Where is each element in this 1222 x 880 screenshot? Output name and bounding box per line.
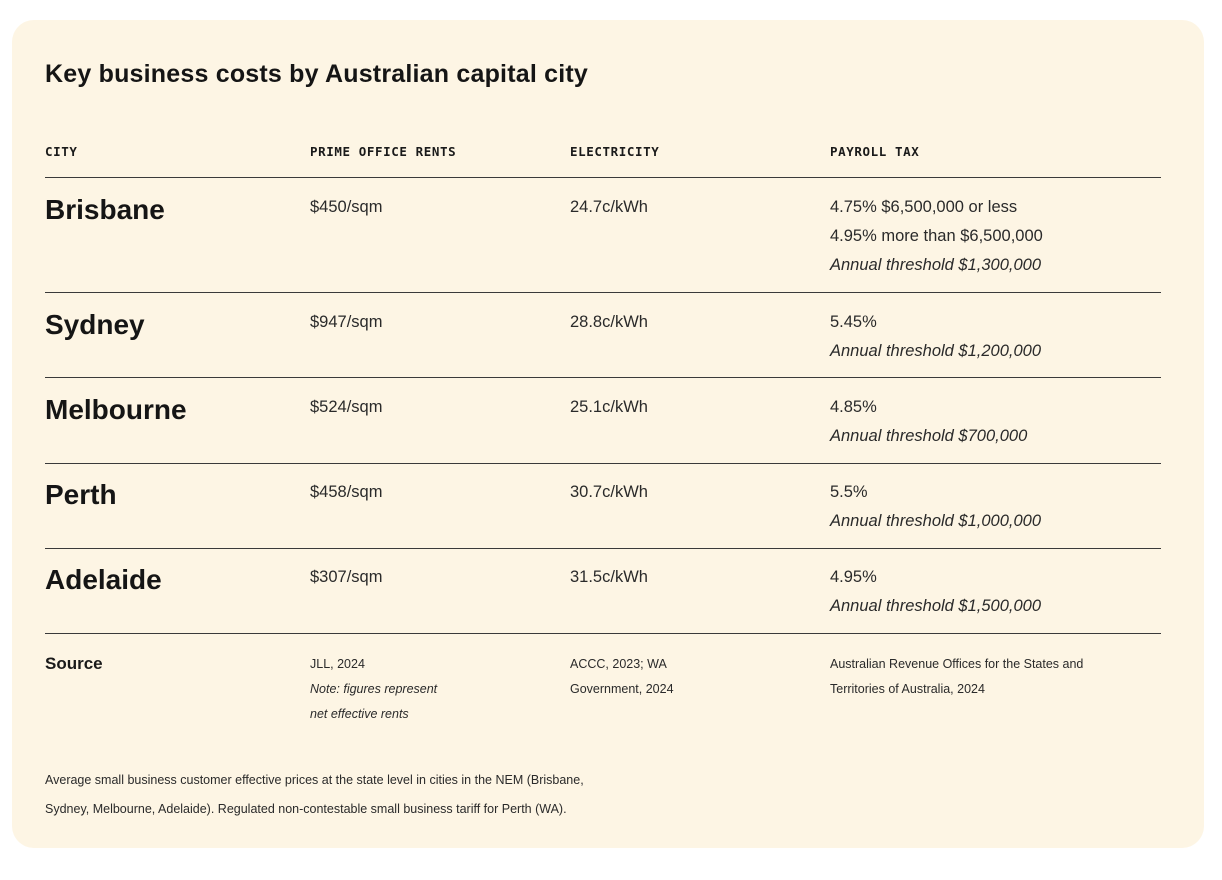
row-divider [45, 633, 1161, 634]
rent-value: $458/sqm [310, 483, 383, 501]
column-header-payroll: PAYROLL TAX [830, 144, 920, 159]
city-name: Adelaide [45, 564, 162, 595]
city-name: Melbourne [45, 394, 187, 425]
source-payroll-text: Australian Revenue Offices for the States and [830, 657, 1084, 671]
source-rents-note: Note: figures represent [310, 682, 438, 696]
source-payroll [830, 652, 1083, 702]
column-header-electricity: ELECTRICITY [570, 144, 660, 159]
payroll-threshold: Annual threshold $1,300,000 [830, 256, 1042, 274]
payroll-threshold: Annual threshold $1,000,000 [830, 512, 1042, 530]
header-divider [45, 177, 1161, 178]
payroll-rate: 5.45% [830, 313, 877, 331]
city-name: Brisbane [45, 194, 165, 225]
electricity-value: 28.8c/kWh [570, 313, 648, 331]
payroll-tax-cell [830, 393, 1027, 451]
payroll-threshold: Annual threshold $1,200,000 [830, 342, 1042, 360]
column-header-city: CITY [45, 144, 78, 159]
costs-card [12, 20, 1204, 848]
city-name: Sydney [45, 309, 145, 340]
footnote-line: Average small business customer effective prices at the state level in cities in the NEM (Brisbane, [45, 773, 584, 787]
row-divider [45, 463, 1161, 464]
payroll-rate: 4.95% more than $6,500,000 [830, 227, 1043, 245]
payroll-threshold: Annual threshold $1,500,000 [830, 597, 1042, 615]
electricity-value: 30.7c/kWh [570, 483, 648, 501]
row-divider [45, 548, 1161, 549]
source-electricity [570, 652, 674, 702]
row-divider [45, 377, 1161, 378]
payroll-tax-cell [830, 193, 1043, 280]
rent-value: $450/sqm [310, 198, 383, 216]
payroll-tax-cell [830, 308, 1041, 366]
rent-value: $307/sqm [310, 568, 383, 586]
footnote-line: Sydney, Melbourne, Adelaide). Regulated non-contestable small business tariff for Perth (WA). [45, 802, 567, 816]
source-rents-note: net effective rents [310, 707, 409, 721]
source-label: Source [45, 654, 103, 673]
source-rents [310, 652, 437, 727]
row-divider [45, 292, 1161, 293]
payroll-rate: 4.85% [830, 398, 877, 416]
electricity-value: 25.1c/kWh [570, 398, 648, 416]
page-title: Key business costs by Australian capital city [45, 60, 588, 88]
rent-value: $947/sqm [310, 313, 383, 331]
city-name: Perth [45, 479, 117, 510]
rent-value: $524/sqm [310, 398, 383, 416]
payroll-threshold: Annual threshold $700,000 [830, 427, 1028, 445]
source-rents-text: JLL, 2024 [310, 657, 365, 671]
payroll-tax-cell [830, 478, 1041, 536]
column-header-rents: PRIME OFFICE RENTS [310, 144, 457, 159]
electricity-value: 24.7c/kWh [570, 198, 648, 216]
payroll-rate: 5.5% [830, 483, 868, 501]
source-electricity-text: Government, 2024 [570, 682, 674, 696]
source-payroll-text: Territories of Australia, 2024 [830, 682, 985, 696]
footnote [45, 766, 745, 824]
payroll-rate: 4.75% $6,500,000 or less [830, 198, 1018, 216]
payroll-rate: 4.95% [830, 568, 877, 586]
electricity-value: 31.5c/kWh [570, 568, 648, 586]
source-electricity-text: ACCC, 2023; WA [570, 657, 667, 671]
payroll-tax-cell [830, 563, 1041, 621]
